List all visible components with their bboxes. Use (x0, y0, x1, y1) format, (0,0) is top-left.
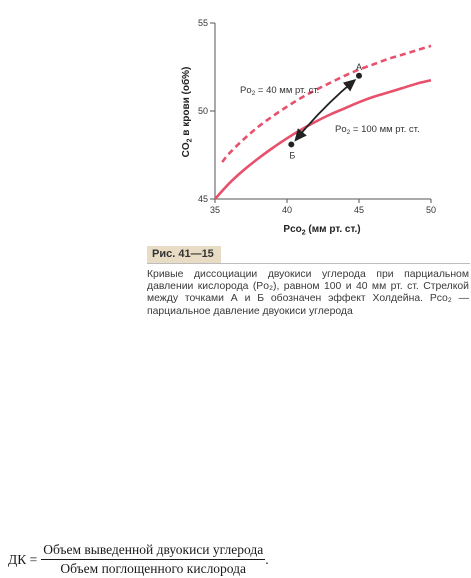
curve-po2-40 (222, 46, 431, 162)
y-tick-label: 45 (197, 194, 208, 204)
formula (8, 542, 269, 577)
point-a (356, 73, 362, 79)
x-axis-label: Pco$_2$ (мм рт. ст.) (283, 224, 361, 237)
x-tick-label: 35 (209, 205, 221, 215)
figure-caption: Кривые диссоциации двуокиси углерода при парциальном давлении кислорода (Po₂), равном 100 и 40 мм рт. ст. Стрелкой между точками А и Б обозначен эффект Холдейна. Pco₂ — парциальное давление двуокиси углерода (147, 269, 469, 317)
point-a-label: А (355, 61, 363, 72)
label-po2-40: $Po_2 = 40$ мм рт. ст. (240, 85, 320, 97)
co2-dissociation-chart (0, 0, 471, 240)
x-tick-label: 45 (353, 205, 365, 215)
point-b (288, 141, 294, 147)
y-tick-label: 55 (197, 18, 208, 28)
figure-label: Рис. 41—15 (147, 246, 221, 263)
formula-denominator: Объем поглощенного кислорода (60, 561, 247, 576)
curve-po2-100 (215, 80, 431, 199)
y-axis-label: $CO_2$ в крови (об%) (181, 66, 194, 158)
y-tick-label: 50 (197, 106, 208, 116)
x-tick-label: 40 (281, 205, 293, 215)
x-tick-label: 50 (425, 205, 437, 215)
formula-numerator: Объем выведенной двуокиси углерода (41, 542, 265, 560)
formula-lhs: ДК = (8, 551, 38, 567)
point-b-label: Б (289, 150, 296, 161)
formula-fraction (41, 542, 265, 577)
label-po2-100: $Po_2 = 100$ мм рт. ст. (335, 124, 420, 136)
formula-end: . (265, 551, 269, 567)
figure-divider (147, 263, 470, 264)
